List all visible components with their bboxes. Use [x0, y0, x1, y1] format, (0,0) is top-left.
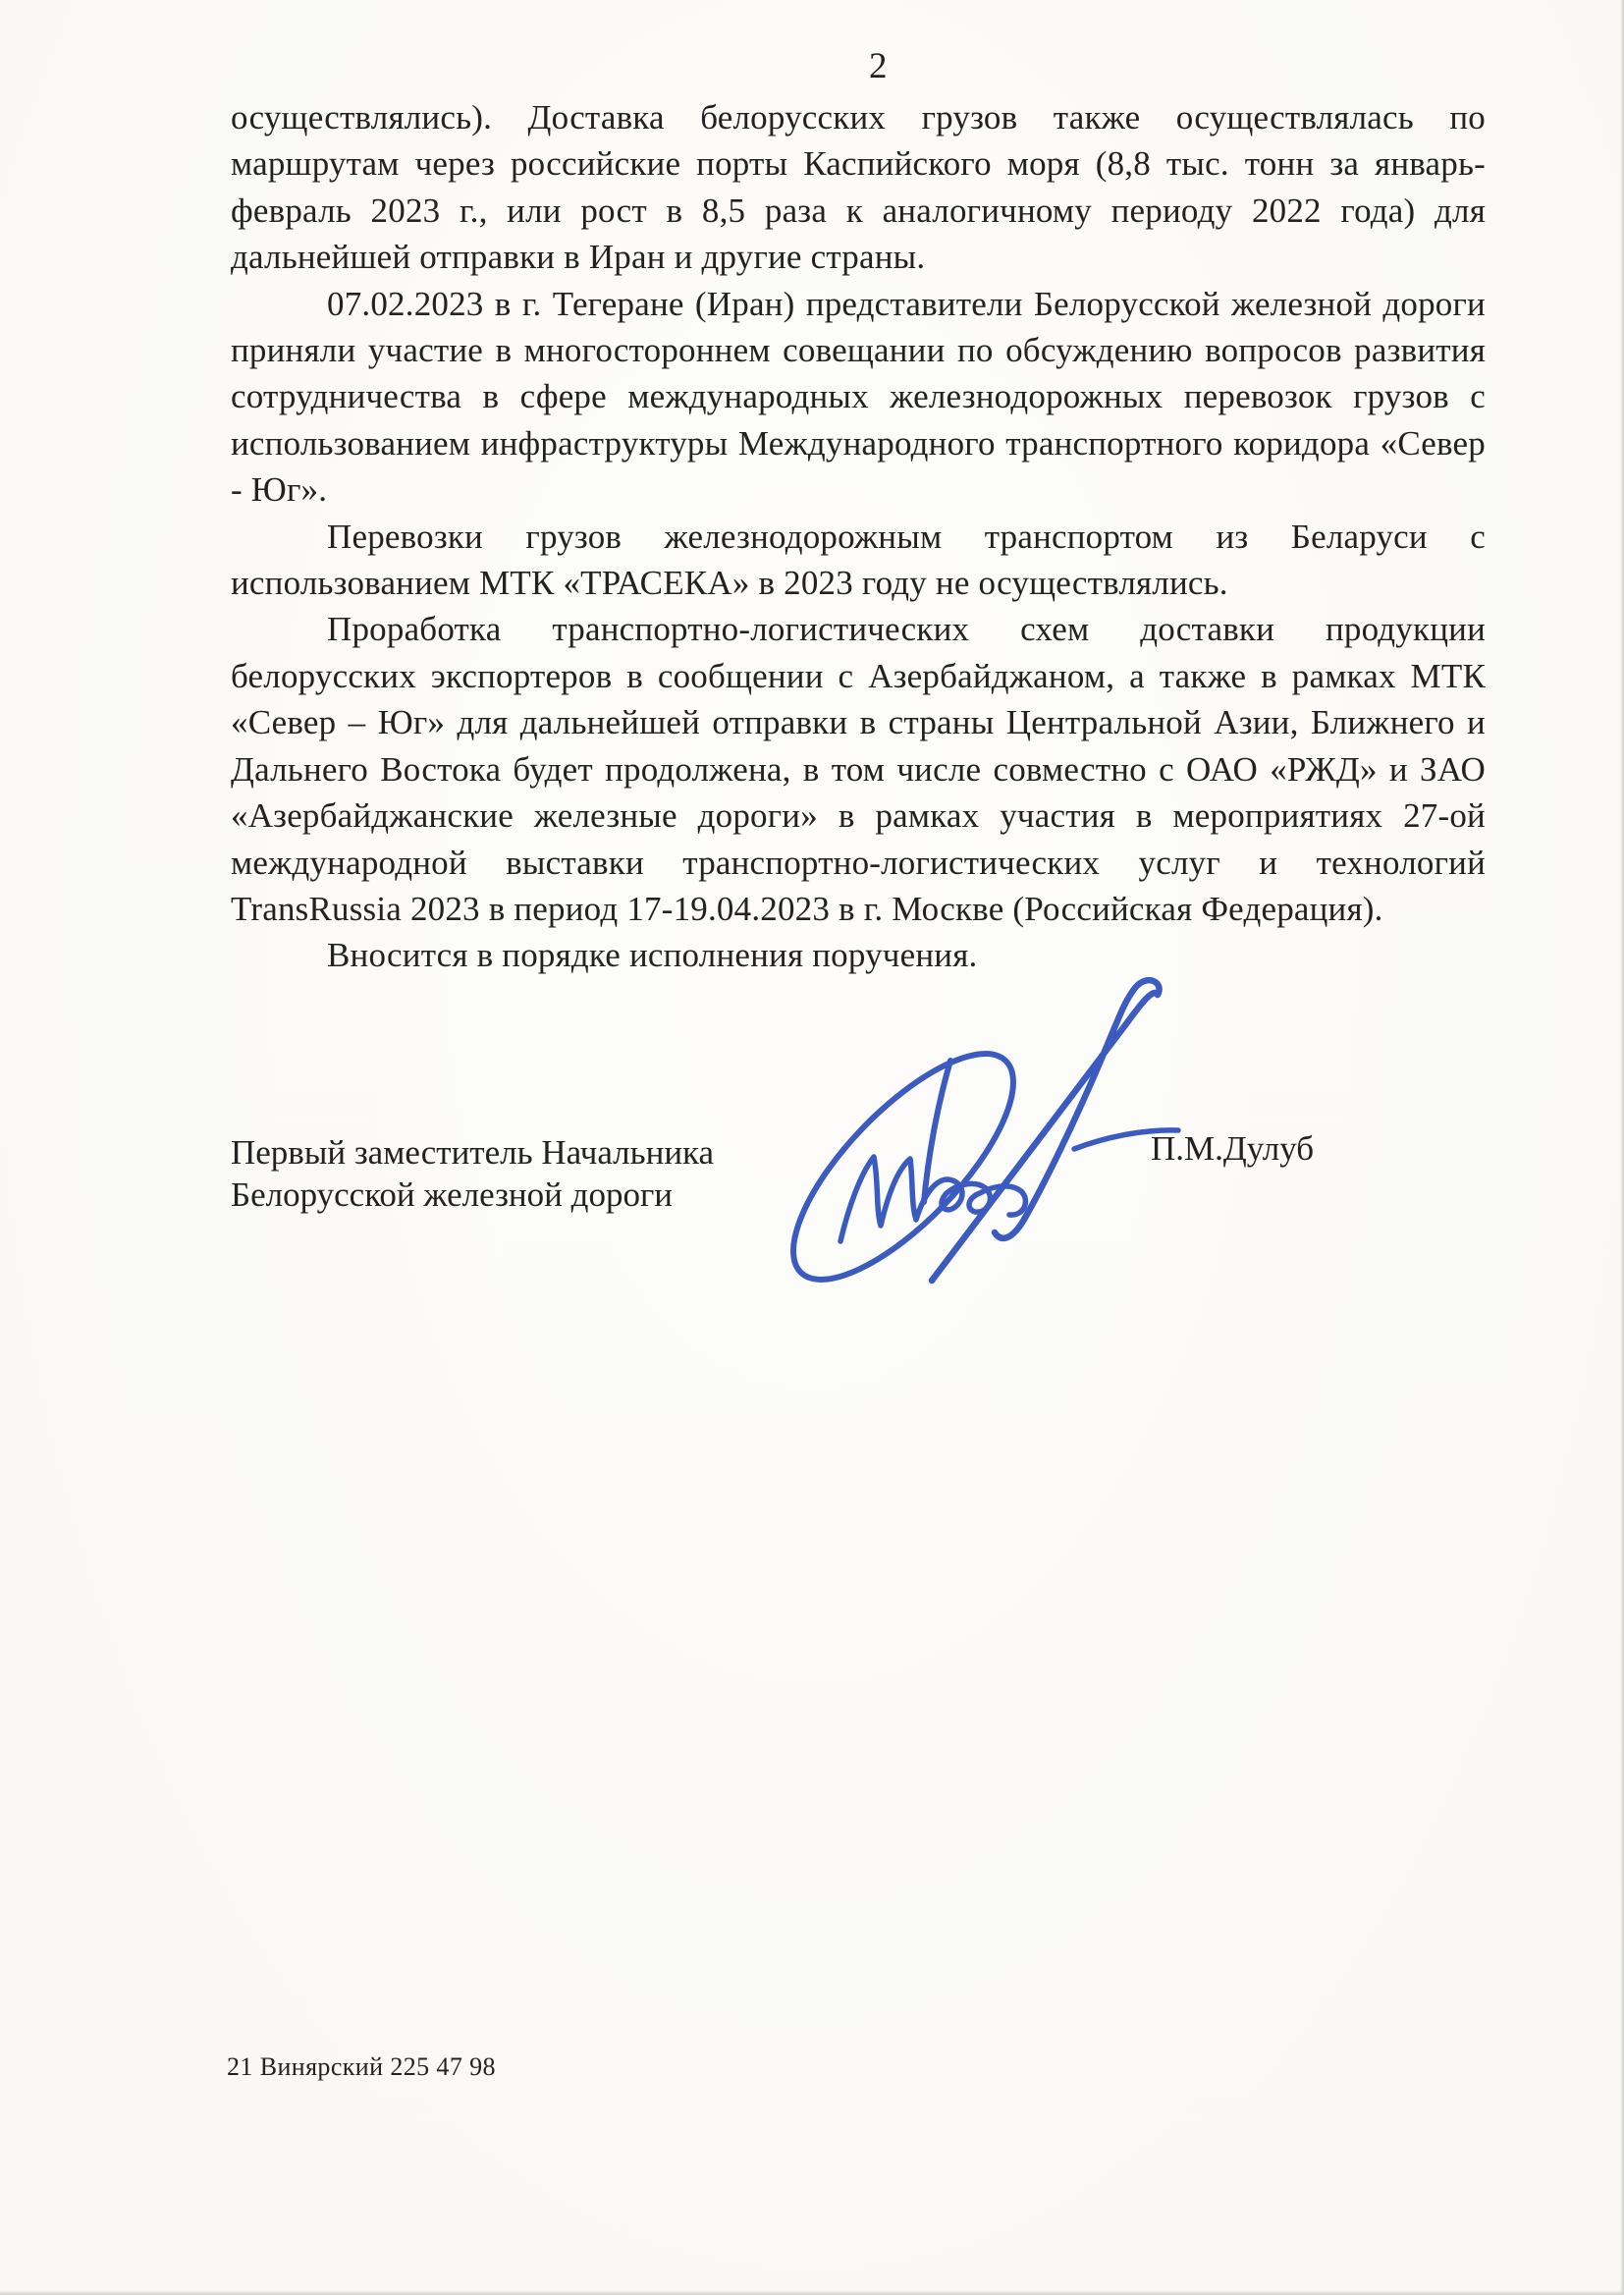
paragraph-tehran-meeting: 07.02.2023 в г. Тегеране (Иран) представители Белорусской железной дороги приняли участие в многостороннем совещании по обсуждению вопросов развития сотрудничества в сфере международных железнодорожных перевозок грузов с использованием инфраструктуры Международного транспортного коридора «Север - Юг».: [231, 284, 1486, 510]
paragraph-continued: осуществлялись). Доставка белорусских грузов также осуществлялась по маршрутам через российские порты Каспийского моря (8,8 тыс. тонн за январь-февраль 2023 г., или рост в 8,5 раза к аналогичному периоду 2022 года) для дальнейшей отправки в Иран и другие страны.: [231, 98, 1486, 277]
signer-position-line2: Белорусской железной дороги: [231, 1175, 674, 1214]
paragraph-closing-note: Вносится в порядке исполнения поручения.: [327, 936, 978, 975]
signature-title-block: [231, 1131, 714, 1216]
scan-edge-right: [1620, 0, 1624, 2295]
paragraph-logistics-plans: Проработка транспортно-логистических схем доставки продукции белорусских экспортеров в сообщении с Азербайджаном, а также в рамках МТК «Север – Юг» для дальнейшей отправки в страны Центральной Азии, Ближнего и Дальнего Востока будет продолжена, в том числе совместно с ОАО «РЖД» и ЗАО «Азербайджанские железные дороги» в рамках участия в мероприятиях 27-ой международной выставки транспортно-логистических услуг и технологий TransRussia 2023 в период 17-19.04.2023 в г. Москве (Российская Федерация).: [231, 610, 1486, 928]
handwritten-signature: [717, 933, 1208, 1326]
scan-edge-bottom: [0, 2290, 1624, 2295]
page-number: 2: [869, 46, 888, 86]
signer-name: П.М.Дулуб: [1151, 1129, 1315, 1168]
signer-position-line1: Первый заместитель Начальника: [231, 1133, 715, 1172]
executor-footer-note: 21 Винярский 225 47 98: [227, 2052, 496, 2081]
paragraph-traceka: Перевозки грузов железнодорожным транспортом из Беларуси с использованием МТК «ТРАСЕКА» в 2023 году не осуществлялись.: [231, 517, 1486, 603]
document-body: [231, 94, 1486, 979]
